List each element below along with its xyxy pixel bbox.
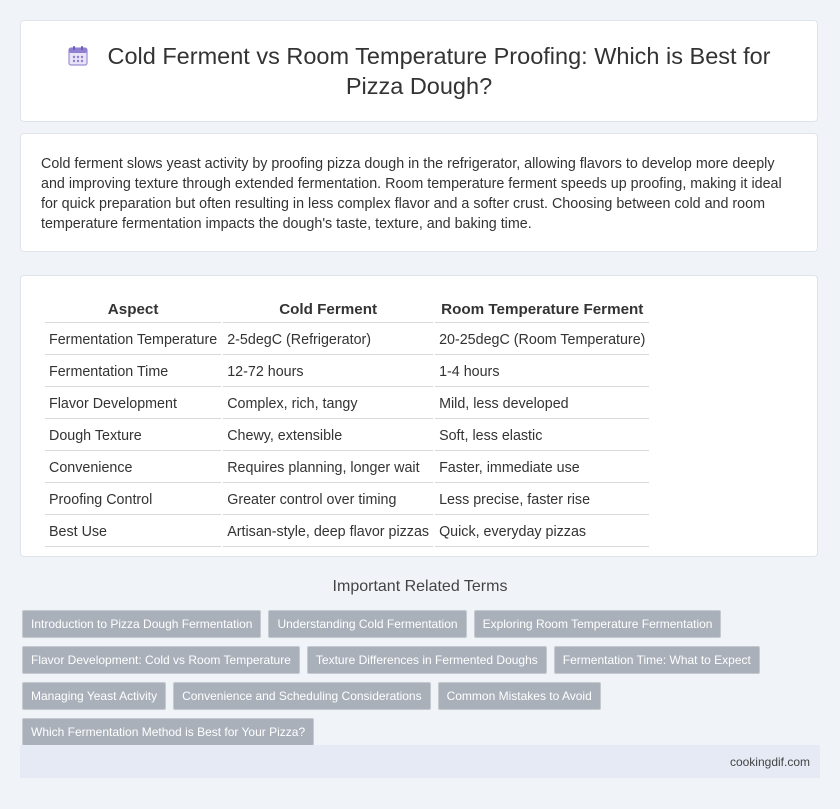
table-row [45, 485, 649, 515]
column-header-aspect: Aspect [45, 297, 221, 323]
intro-text: Cold ferment slows yeast activity by proofing pizza dough in the refrigerator, allowing flavors to develop more deeply and improving texture through extended fermentation. Room temperature ferment speeds up proofing, making it ideal for quick preparation but often resulting in less complex flavor and a softer crust. Choosing between cold and room temperature fermentation impacts the dough's taste, texture, and baking time. [41, 156, 782, 232]
column-header-room: Room Temperature Ferment [435, 297, 649, 323]
table-cell: Complex, rich, tangy [223, 389, 433, 419]
table-row [45, 357, 649, 387]
footer [20, 745, 820, 778]
intro-card [20, 133, 818, 252]
column-header-cold: Cold Ferment [223, 297, 433, 323]
calendar-icon [67, 45, 89, 67]
table-cell: 20-25degC (Room Temperature) [435, 325, 649, 355]
table-cell: Fermentation Time [45, 357, 221, 387]
related-tag[interactable]: Flavor Development: Cold vs Room Temperature [22, 646, 300, 674]
table-row [45, 389, 649, 419]
table-cell: Convenience [45, 453, 221, 483]
table-header-row [45, 297, 649, 323]
related-terms-list [22, 610, 822, 754]
comparison-card [20, 275, 818, 557]
related-tag[interactable]: Understanding Cold Fermentation [268, 610, 466, 638]
related-tag[interactable]: Texture Differences in Fermented Doughs [307, 646, 547, 674]
table-row [45, 517, 649, 547]
table-cell: Requires planning, longer wait [223, 453, 433, 483]
table-cell: 12-72 hours [223, 357, 433, 387]
page-title [59, 41, 779, 101]
table-cell: Faster, immediate use [435, 453, 649, 483]
page-title-text: Cold Ferment vs Room Temperature Proofing: Which is Best for Pizza Dough? [107, 43, 771, 99]
table-cell: Chewy, extensible [223, 421, 433, 451]
table-cell: Quick, everyday pizzas [435, 517, 649, 547]
footer-site-link[interactable]: cookingdif.com [729, 754, 810, 769]
table-cell: 1-4 hours [435, 357, 649, 387]
table-row [45, 421, 649, 451]
comparison-table [43, 295, 651, 549]
table-cell: Artisan-style, deep flavor pizzas [223, 517, 433, 547]
table-cell: Soft, less elastic [435, 421, 649, 451]
related-tag[interactable]: Exploring Room Temperature Fermentation [474, 610, 722, 638]
table-cell: Flavor Development [45, 389, 221, 419]
related-tag[interactable]: Convenience and Scheduling Considerations [173, 682, 431, 710]
table-cell: Dough Texture [45, 421, 221, 451]
table-cell: 2-5degC (Refrigerator) [223, 325, 433, 355]
related-tag[interactable]: Common Mistakes to Avoid [438, 682, 601, 710]
related-tag[interactable]: Introduction to Pizza Dough Fermentation [22, 610, 261, 638]
table-cell: Proofing Control [45, 485, 221, 515]
table-row [45, 453, 649, 483]
table-cell: Greater control over timing [223, 485, 433, 515]
table-row [45, 325, 649, 355]
table-cell: Mild, less developed [435, 389, 649, 419]
related-tag[interactable]: Which Fermentation Method is Best for Your Pizza? [22, 718, 314, 746]
table-cell: Best Use [45, 517, 221, 547]
related-tag[interactable]: Fermentation Time: What to Expect [554, 646, 760, 674]
related-terms-heading: Important Related Terms [332, 578, 508, 595]
title-card [20, 20, 818, 122]
table-cell: Less precise, faster rise [435, 485, 649, 515]
related-tag[interactable]: Managing Yeast Activity [22, 682, 166, 710]
table-cell: Fermentation Temperature [45, 325, 221, 355]
